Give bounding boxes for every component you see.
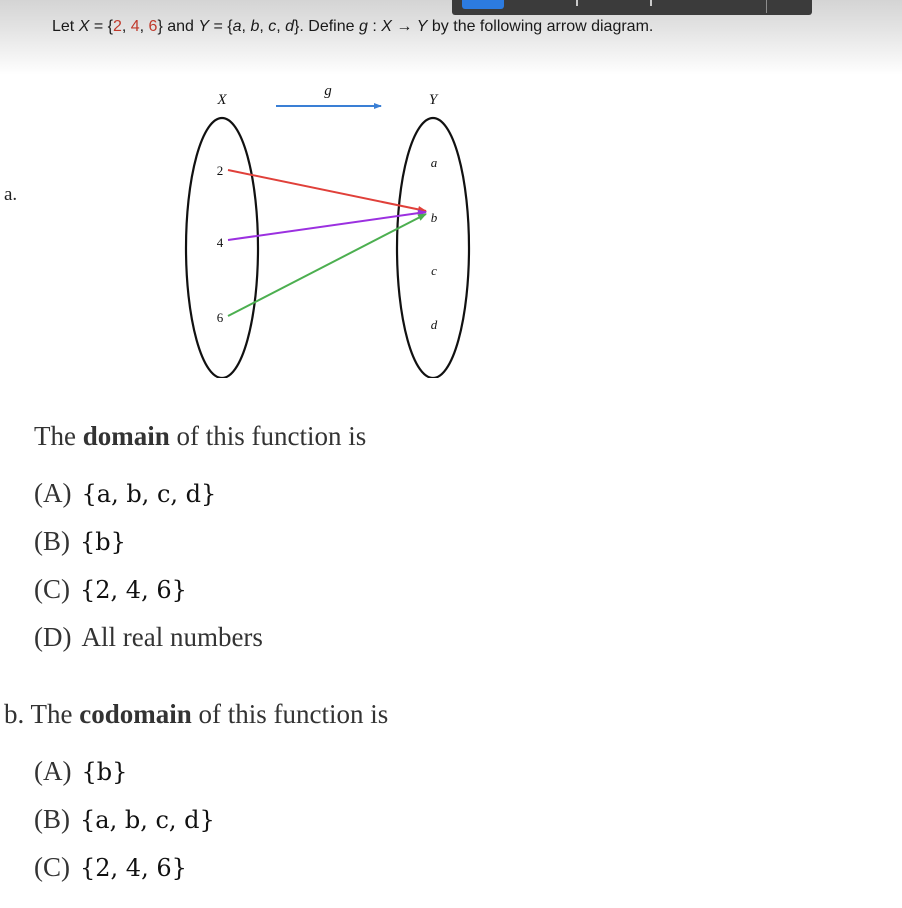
option-a-C[interactable]: (C) {2, 4, 6}	[34, 574, 187, 604]
codomain-element-b: b	[430, 210, 438, 225]
toolbar-divider	[766, 0, 767, 13]
question-b-options	[34, 756, 215, 900]
problem-statement: Let X = {2, 4, 6} and Y = {a, b, c, d}. Define g : X → Y by the following arrow diagram.	[52, 18, 654, 35]
toolbar-button[interactable]	[462, 0, 504, 9]
option-b-B[interactable]: (B) {a, b, c, d}	[34, 804, 215, 834]
option-b-A[interactable]: (A) {b}	[34, 756, 128, 786]
option-a-D[interactable]: (D) All real numbers	[34, 622, 263, 652]
domain-label: X	[217, 92, 227, 108]
codomain-element-d: d	[430, 317, 438, 332]
question-a-prompt: The domain of this function is	[34, 421, 367, 451]
question-b-prompt: b. The codomain of this function is	[4, 699, 389, 729]
codomain-element-c: c	[431, 263, 437, 278]
part-a-label: a.	[4, 184, 18, 205]
codomain-label: Y	[428, 92, 438, 108]
question-a-options	[34, 478, 263, 670]
arrow-diagram	[160, 78, 490, 378]
domain-element-2: 2	[216, 163, 224, 178]
mapping-arrow-2-to-b	[228, 170, 426, 211]
function-label: g	[324, 83, 332, 99]
option-b-C[interactable]: (C) {2, 4, 6}	[34, 852, 187, 882]
codomain-element-a: a	[430, 155, 438, 170]
toolbar	[452, 0, 812, 15]
option-a-A[interactable]: (A) {a, b, c, d}	[34, 478, 217, 508]
option-a-B[interactable]: (B) {b}	[34, 526, 126, 556]
toolbar-mark	[576, 0, 578, 6]
toolbar-mark	[650, 0, 652, 6]
domain-element-6: 6	[216, 310, 224, 325]
domain-element-4: 4	[216, 235, 224, 250]
